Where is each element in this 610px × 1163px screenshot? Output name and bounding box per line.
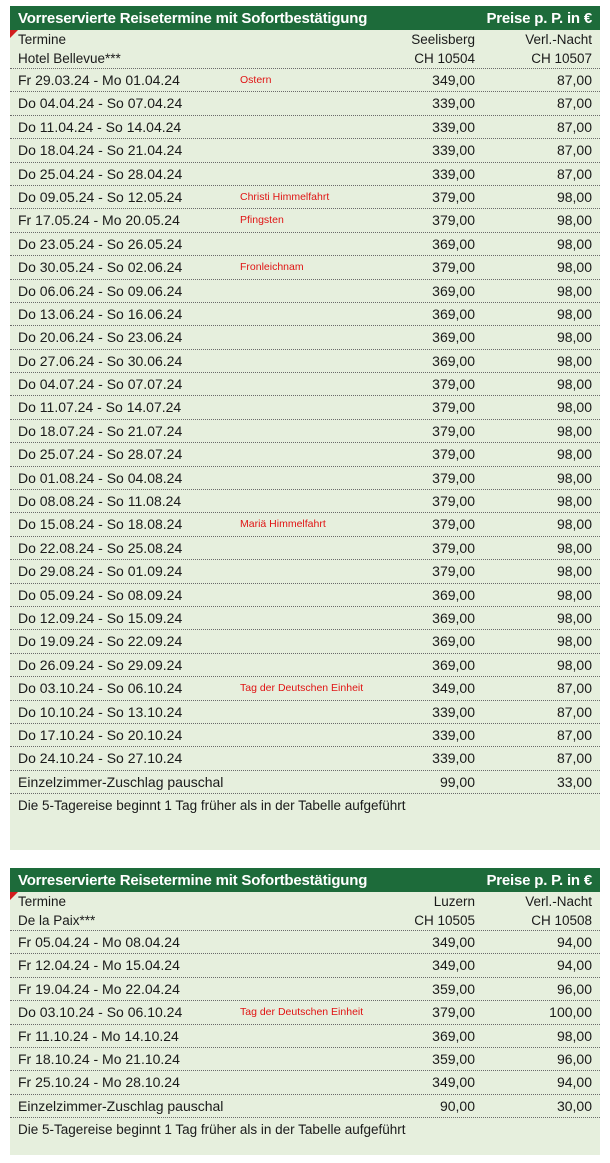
price-main: 379,00 xyxy=(432,1004,475,1021)
date-range: Fr 29.03.24 - Mo 01.04.24 xyxy=(18,72,180,88)
price-main: 379,00 xyxy=(432,422,475,439)
price-main: 379,00 xyxy=(432,493,475,510)
price-extra-night: 87,00 xyxy=(556,142,592,159)
table-row xyxy=(10,701,600,724)
table-body xyxy=(10,69,600,794)
price-main: 379,00 xyxy=(432,376,475,393)
table-row xyxy=(10,467,600,490)
date-range: Do 10.10.24 - So 13.10.24 xyxy=(18,703,183,720)
table-row xyxy=(10,771,600,794)
price-main: 379,00 xyxy=(432,516,475,533)
price-main: 369,00 xyxy=(432,586,475,603)
price-main: 359,00 xyxy=(432,1050,475,1067)
table-row xyxy=(10,537,600,560)
price-main: 349,00 xyxy=(432,957,475,974)
price-extra-night: 94,00 xyxy=(556,1074,592,1091)
date-range: Do 25.04.24 - So 28.04.24 xyxy=(18,165,183,182)
table-row xyxy=(10,1025,600,1048)
table-row xyxy=(10,513,600,536)
price-note: Preise p. P. in € xyxy=(486,9,592,27)
price-extra-night: 94,00 xyxy=(556,957,592,974)
table-row xyxy=(10,931,600,954)
price-extra-night: 98,00 xyxy=(556,399,592,416)
date-range: Do 03.10.24 - So 06.10.24 xyxy=(18,680,183,697)
price-extra-night: 98,00 xyxy=(556,282,592,299)
table-row xyxy=(10,420,600,443)
header-row-2 xyxy=(10,49,600,69)
price-main: 369,00 xyxy=(432,1027,475,1044)
price-extra-night: 98,00 xyxy=(556,329,592,346)
date-range: Do 25.07.24 - So 28.07.24 xyxy=(18,446,183,463)
header-row-2 xyxy=(10,911,600,931)
price-extra-night: 87,00 xyxy=(556,726,592,743)
table-row xyxy=(10,1095,600,1118)
date-range: Fr 17.05.24 - Mo 20.05.24 xyxy=(18,212,180,229)
price-main: 339,00 xyxy=(432,142,475,159)
table-row xyxy=(10,747,600,770)
header-col1-label: Seelisberg xyxy=(411,32,475,47)
price-main: 339,00 xyxy=(432,750,475,767)
header-col2-code: CH 10507 xyxy=(531,51,592,66)
price-extra-night: 98,00 xyxy=(556,305,592,322)
footnote-row xyxy=(10,1118,600,1141)
price-extra-night: 98,00 xyxy=(556,259,592,276)
table-row xyxy=(10,1071,600,1094)
holiday-note: Fronleichnam xyxy=(240,261,304,274)
table-row xyxy=(10,954,600,977)
header-col2-label: Verl.-Nacht xyxy=(525,32,592,47)
date-range: Do 19.09.24 - So 22.09.24 xyxy=(18,633,183,650)
price-main: 379,00 xyxy=(432,259,475,276)
table-title: Vorreservierte Reisetermine mit Sofortbestätigung xyxy=(18,9,368,27)
date-range: Do 22.08.24 - So 25.08.24 xyxy=(18,539,183,556)
footnote-text: Die 5-Tagereise beginnt 1 Tag früher als in der Tabelle aufgeführt xyxy=(18,1122,406,1138)
header-col2-label: Verl.-Nacht xyxy=(525,894,592,909)
price-table-luzern xyxy=(10,868,600,1155)
price-main: 369,00 xyxy=(432,656,475,673)
date-range: Do 09.05.24 - So 12.05.24 xyxy=(18,188,183,205)
table-row xyxy=(10,396,600,419)
date-range: Fr 19.04.24 - Mo 22.04.24 xyxy=(18,980,180,997)
date-range: Do 13.06.24 - So 16.06.24 xyxy=(18,305,183,322)
date-range: Do 23.05.24 - So 26.05.24 xyxy=(18,235,183,252)
table-row xyxy=(10,256,600,279)
holiday-note: Christi Himmelfahrt xyxy=(240,190,330,203)
date-range: Do 12.09.24 - So 15.09.24 xyxy=(18,609,183,626)
date-range: Do 01.08.24 - So 04.08.24 xyxy=(18,469,183,486)
date-range: Do 24.10.24 - So 27.10.24 xyxy=(18,750,183,767)
price-extra-night: 94,00 xyxy=(556,934,592,950)
header-col1-code: CH 10504 xyxy=(414,51,475,66)
price-extra-night: 98,00 xyxy=(556,446,592,463)
table-row xyxy=(10,560,600,583)
table-body xyxy=(10,931,600,1118)
price-main: 339,00 xyxy=(432,95,475,112)
date-range: Einzelzimmer-Zuschlag pauschal xyxy=(18,773,224,790)
date-range: Einzelzimmer-Zuschlag pauschal xyxy=(18,1097,224,1114)
header-hotel: Hotel Bellevue*** xyxy=(18,51,121,66)
price-extra-night: 98,00 xyxy=(556,188,592,205)
price-main: 379,00 xyxy=(432,212,475,229)
table-row xyxy=(10,116,600,139)
header-termine: Termine xyxy=(18,894,67,909)
date-range: Do 15.08.24 - So 18.08.24 xyxy=(18,516,183,533)
price-main: 379,00 xyxy=(432,188,475,205)
date-range: Fr 25.10.24 - Mo 28.10.24 xyxy=(18,1074,180,1091)
table-row xyxy=(10,326,600,349)
header-row-1 xyxy=(10,892,600,911)
table-row xyxy=(10,139,600,162)
holiday-note: Ostern xyxy=(240,74,272,86)
price-extra-night: 98,00 xyxy=(556,212,592,229)
price-extra-night: 98,00 xyxy=(556,422,592,439)
table-row xyxy=(10,607,600,630)
table-row xyxy=(10,584,600,607)
price-main: 339,00 xyxy=(432,726,475,743)
price-main: 379,00 xyxy=(432,563,475,580)
price-extra-night: 98,00 xyxy=(556,563,592,580)
price-extra-night: 87,00 xyxy=(556,165,592,182)
price-main: 369,00 xyxy=(432,609,475,626)
table-row xyxy=(10,186,600,209)
date-range: Do 04.07.24 - So 07.07.24 xyxy=(18,376,183,393)
price-main: 349,00 xyxy=(432,1074,475,1091)
table-title-bar xyxy=(10,6,600,30)
date-range: Fr 11.10.24 - Mo 14.10.24 xyxy=(18,1027,179,1044)
price-extra-night: 87,00 xyxy=(556,95,592,112)
price-extra-night: 98,00 xyxy=(556,376,592,393)
header-hotel: De la Paix*** xyxy=(18,913,96,928)
price-extra-night: 98,00 xyxy=(556,516,592,533)
date-range: Do 08.08.24 - So 11.08.24 xyxy=(18,493,182,510)
table-title-bar xyxy=(10,868,600,892)
date-range: Do 11.04.24 - So 14.04.24 xyxy=(18,118,182,135)
header-col1-code: CH 10505 xyxy=(414,913,475,928)
footnote-row xyxy=(10,794,600,817)
price-extra-night: 98,00 xyxy=(556,493,592,510)
header-col2-code: CH 10508 xyxy=(531,913,592,928)
price-extra-night: 87,00 xyxy=(556,703,592,720)
table-row xyxy=(10,1048,600,1071)
table-row xyxy=(10,677,600,700)
price-extra-night: 98,00 xyxy=(556,656,592,673)
price-main: 379,00 xyxy=(432,539,475,556)
date-range: Do 17.10.24 - So 20.10.24 xyxy=(18,726,183,743)
price-main: 369,00 xyxy=(432,352,475,369)
table-row xyxy=(10,233,600,256)
price-main: 90,00 xyxy=(439,1097,475,1114)
price-main: 349,00 xyxy=(432,72,475,88)
date-range: Do 04.04.24 - So 07.04.24 xyxy=(18,95,183,112)
date-range: Do 11.07.24 - So 14.07.24 xyxy=(18,399,182,416)
date-range: Fr 05.04.24 - Mo 08.04.24 xyxy=(18,934,180,950)
date-range: Do 27.06.24 - So 30.06.24 xyxy=(18,352,183,369)
table-title: Vorreservierte Reisetermine mit Sofortbestätigung xyxy=(18,871,368,889)
price-main: 349,00 xyxy=(432,934,475,950)
price-main: 369,00 xyxy=(432,305,475,322)
table-row xyxy=(10,209,600,232)
date-range: Fr 12.04.24 - Mo 15.04.24 xyxy=(18,957,180,974)
price-main: 99,00 xyxy=(439,773,475,790)
table-row xyxy=(10,724,600,747)
table-row xyxy=(10,443,600,466)
price-extra-night: 87,00 xyxy=(556,680,592,697)
price-extra-night: 98,00 xyxy=(556,235,592,252)
header-row-1 xyxy=(10,30,600,49)
holiday-note: Tag der Deutschen Einheit xyxy=(240,1006,364,1019)
price-extra-night: 100,00 xyxy=(549,1004,592,1021)
holiday-note: Tag der Deutschen Einheit xyxy=(240,682,364,695)
table-row xyxy=(10,373,600,396)
date-range: Do 18.07.24 - So 21.07.24 xyxy=(18,422,183,439)
date-range: Fr 18.10.24 - Mo 21.10.24 xyxy=(18,1050,180,1067)
table-row xyxy=(10,490,600,513)
table-row xyxy=(10,350,600,373)
price-extra-night: 96,00 xyxy=(556,1050,592,1067)
price-main: 379,00 xyxy=(432,399,475,416)
price-main: 369,00 xyxy=(432,282,475,299)
price-main: 339,00 xyxy=(432,703,475,720)
price-table-seelisberg xyxy=(10,6,600,850)
holiday-note: Pfingsten xyxy=(240,214,284,227)
price-extra-night: 98,00 xyxy=(556,1027,592,1044)
price-main: 339,00 xyxy=(432,165,475,182)
price-extra-night: 98,00 xyxy=(556,469,592,486)
price-extra-night: 98,00 xyxy=(556,633,592,650)
table-row xyxy=(10,1001,600,1024)
table-row xyxy=(10,978,600,1001)
date-range: Do 05.09.24 - So 08.09.24 xyxy=(18,586,183,603)
price-extra-night: 33,00 xyxy=(556,773,592,790)
price-main: 369,00 xyxy=(432,235,475,252)
table-row xyxy=(10,303,600,326)
price-extra-night: 87,00 xyxy=(556,72,592,88)
date-range: Do 06.06.24 - So 09.06.24 xyxy=(18,282,183,299)
date-range: Do 20.06.24 - So 23.06.24 xyxy=(18,329,183,346)
price-main: 379,00 xyxy=(432,446,475,463)
price-main: 369,00 xyxy=(432,633,475,650)
header-col1-label: Luzern xyxy=(433,894,475,909)
price-extra-night: 98,00 xyxy=(556,586,592,603)
date-range: Do 18.04.24 - So 21.04.24 xyxy=(18,142,183,159)
price-extra-night: 87,00 xyxy=(556,750,592,767)
header-termine: Termine xyxy=(18,32,67,47)
price-extra-night: 98,00 xyxy=(556,609,592,626)
price-extra-night: 98,00 xyxy=(556,352,592,369)
date-range: Do 26.09.24 - So 29.09.24 xyxy=(18,656,183,673)
date-range: Do 30.05.24 - So 02.06.24 xyxy=(18,259,183,276)
price-note: Preise p. P. in € xyxy=(486,871,592,889)
date-range: Do 03.10.24 - So 06.10.24 xyxy=(18,1004,183,1021)
table-row xyxy=(10,630,600,653)
footnote-text: Die 5-Tagereise beginnt 1 Tag früher als in der Tabelle aufgeführt xyxy=(18,798,406,814)
table-row xyxy=(10,92,600,115)
holiday-note: Mariä Himmelfahrt xyxy=(240,518,326,531)
price-main: 379,00 xyxy=(432,469,475,486)
price-extra-night: 30,00 xyxy=(556,1097,592,1114)
price-extra-night: 98,00 xyxy=(556,539,592,556)
price-extra-night: 96,00 xyxy=(556,980,592,997)
price-extra-night: 87,00 xyxy=(556,118,592,135)
price-main: 339,00 xyxy=(432,118,475,135)
table-row xyxy=(10,69,600,92)
table-row xyxy=(10,280,600,303)
price-main: 369,00 xyxy=(432,329,475,346)
table-row xyxy=(10,163,600,186)
price-main: 349,00 xyxy=(432,680,475,697)
date-range: Do 29.08.24 - So 01.09.24 xyxy=(18,563,183,580)
table-row xyxy=(10,654,600,677)
price-main: 359,00 xyxy=(432,980,475,997)
